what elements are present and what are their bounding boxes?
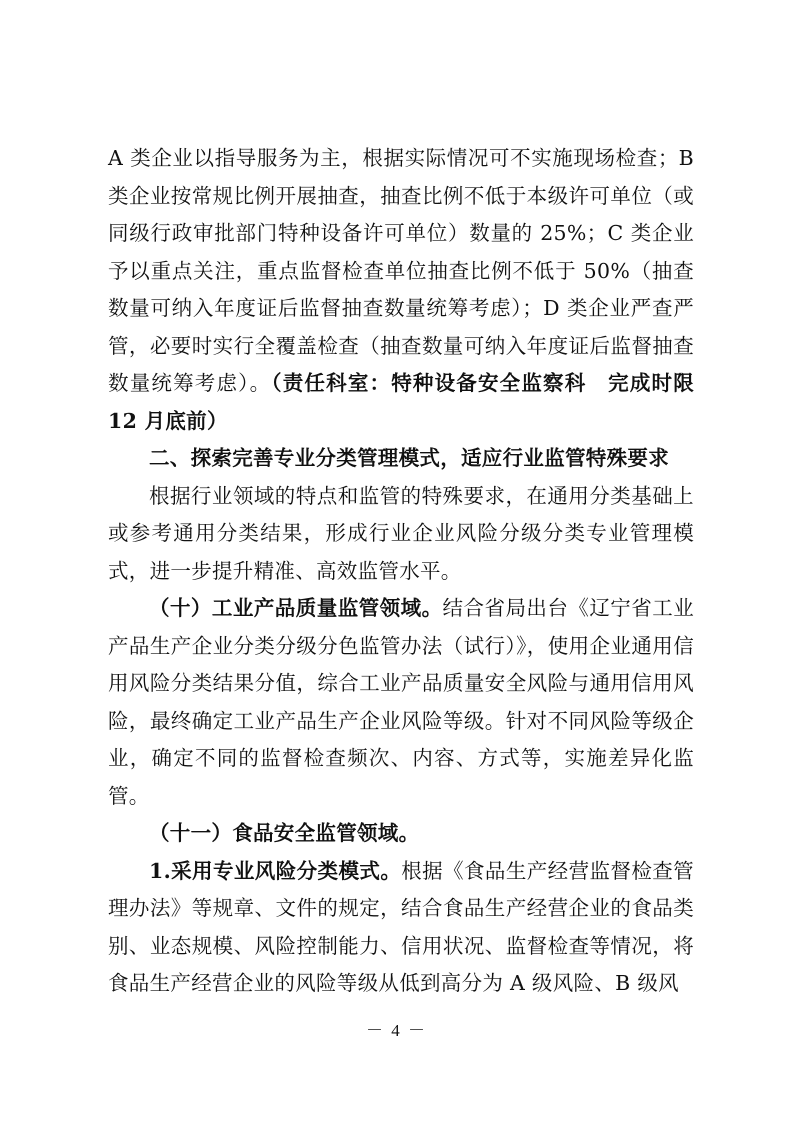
page-number: － 4 － xyxy=(366,1021,427,1040)
paragraph-food-safety-risk xyxy=(108,853,694,1003)
responsibility-note: （责任科室：特种设备安全监察科 完成时限 12 月底前） xyxy=(108,371,695,433)
paragraph-industry-model: 根据行业领域的特点和监管的特殊要求，在通用分类基础上或参考通用分类结果，形成行业企业风险分级分类专业管理模式，进一步提升精准、高效监管水平。 xyxy=(108,483,694,583)
document-body xyxy=(108,140,694,1003)
paragraph-enterprise-categories xyxy=(108,140,694,440)
paragraph-text: 根据《食品生产经营监督检查管理办法》等规章、文件的规定，结合食品生产经营企业的食品类别、业态规模、风险控制能力、信用状况、监督检查等情况，将食品生产经营企业的风险等级从低到高分为 A 级风险、B 级风 xyxy=(108,858,694,995)
section-heading-2: 二、探索完善专业分类管理模式，适应行业监管特殊要求 xyxy=(149,446,669,470)
subsection-heading-10: （十）工业产品质量监管领域。 xyxy=(149,596,443,620)
paragraph-industrial-products xyxy=(108,590,694,815)
item-heading-1: 1.采用专业风险分类模式。 xyxy=(149,858,402,883)
subsection-heading-11: （十一）食品安全监管领域。 xyxy=(149,821,420,845)
paragraph-text: A 类企业以指导服务为主，根据实际情况可不实施现场检查；B 类企业按常规比例开展抽查，抽查比例不低于本级许可单位（或同级行政审批部门特种设备许可单位）数量的 25%；C 类企业予以重点关注，重点监督检查单位抽查比例不低于 50%（抽查数量可纳入年度证后监督抽查数量统筹考虑）；D 类企业严查严管，必要时实行全覆盖检查（抽查数量可纳入年度证后监督抽查数量统筹考虑）。 xyxy=(108,146,694,395)
paragraph-text: 结合省局出台《辽宁省工业产品生产企业分类分级分色监管办法（试行）》，使用企业通用信用风险分类结果分值，综合工业产品质量安全风险与通用信用风险，最终确定工业产品生产企业风险等级。针对不同风险等级企业，确定不同的监督检查频次、内容、方式等，实施差异化监管。 xyxy=(108,596,694,808)
